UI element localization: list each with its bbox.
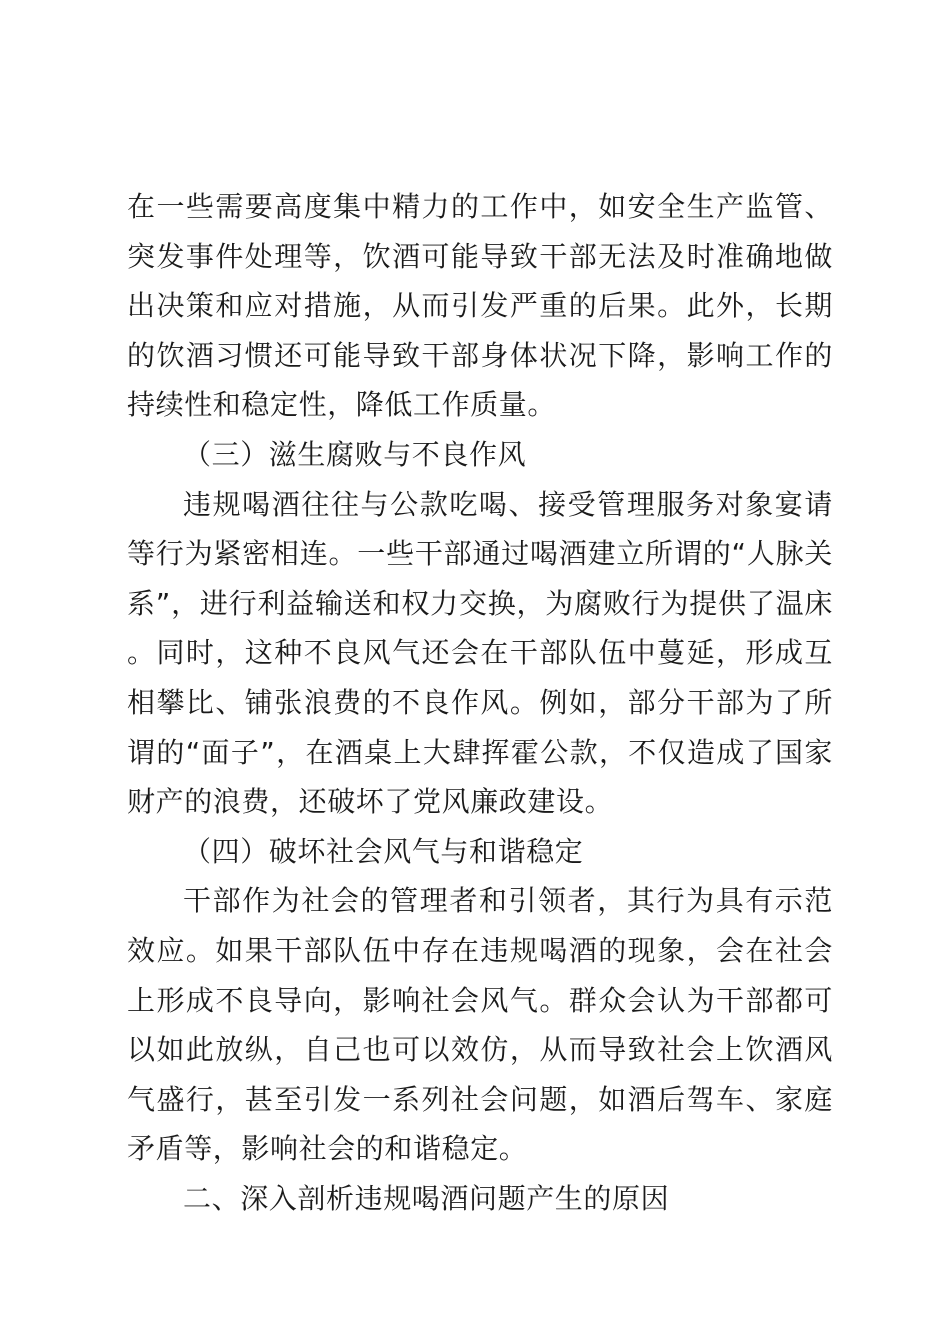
section-heading-3: （三）滋生腐败与不良作风 [183, 437, 527, 471]
chapter-heading-2: 二、深入剖析违规喝酒问题产生的原因 [183, 1181, 670, 1215]
body-paragraph-social-atmosphere: 干部作为社会的管理者和引领者，其行为具有示范效应。如果干部队伍中存在违规喝酒的现象，会在社会上形成不良导向，影响社会风气。群众会认为干部都可以如此放纵，自己也可以效仿，从而导致社会上饮酒风气盛行，甚至引发一系列社会问题，如酒后驾车、家庭矛盾等，影响社会的和谐稳定。 [127, 884, 833, 1166]
document-body [127, 182, 833, 1223]
section-heading-4: （四）破坏社会风气与和谐稳定 [183, 834, 584, 868]
body-paragraph-corruption: 违规喝酒往往与公款吃喝、接受管理服务对象宴请等行为紧密相连。一些干部通过喝酒建立所谓的“人脉关系”，进行利益输送和权力交换，为腐败行为提供了温床。同时，这种不良风气还会在干部队伍中蔓延，形成互相攀比、铺张浪费的不良作风。例如，部分干部为了所谓的“面子”，在酒桌上大肆挥霍公款，不仅造成了国家财产的浪费，还破坏了党风廉政建设。 [127, 487, 833, 819]
body-paragraph-continued: 在一些需要高度集中精力的工作中，如安全生产监管、突发事件处理等，饮酒可能导致干部无法及时准确地做出决策和应对措施，从而引发严重的后果。此外，长期的饮酒习惯还可能导致干部身体状况下降，影响工作的持续性和稳定性，降低工作质量。 [127, 190, 833, 422]
